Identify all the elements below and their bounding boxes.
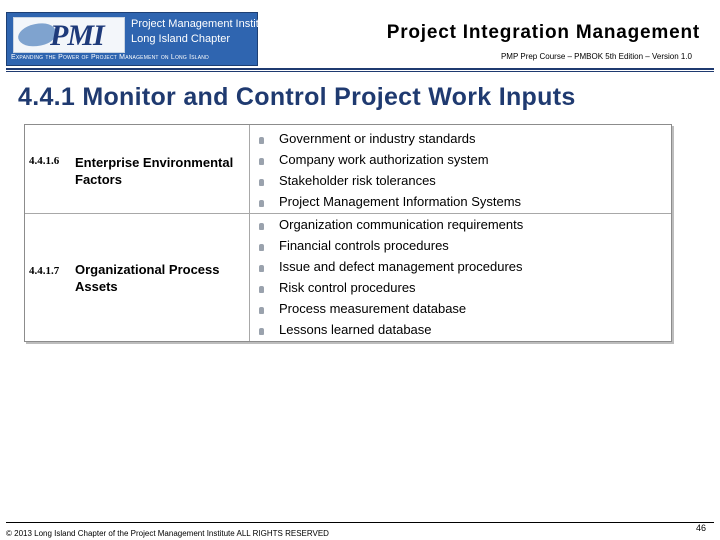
list-item [255, 170, 521, 191]
bullet-icon [259, 179, 264, 186]
footer-copyright: © 2013 Long Island Chapter of the Project Management Institute ALL RIGHTS RESERVED [6, 529, 329, 538]
list-item-text: Organization communication requirements [279, 217, 524, 232]
inputs-table [24, 124, 672, 342]
list-item [255, 256, 523, 277]
document-subtitle: PMP Prep Course – PMBOK 5th Edition – Version 1.0 [500, 52, 692, 61]
list-item [255, 277, 523, 298]
table-row-opa [25, 214, 671, 341]
header-divider [6, 68, 714, 70]
list-item-text: Process measurement database [279, 301, 467, 316]
list-item-text: Company work authorization system [279, 152, 489, 167]
list-item [255, 214, 523, 235]
table-row-eef [25, 125, 671, 214]
list-item-text: Project Management Information Systems [279, 194, 522, 209]
footer-divider [6, 522, 714, 523]
list-item [255, 298, 523, 319]
bullet-icon [259, 158, 264, 165]
section-cell [25, 214, 249, 341]
list-item-text: Stakeholder risk tolerances [279, 173, 436, 188]
bullet-icon [259, 137, 264, 144]
logo-chapter-name: Long Island Chapter [131, 33, 231, 45]
header-divider-thin [6, 71, 714, 72]
bullet-icon [259, 223, 264, 230]
list-item-text: Risk control procedures [279, 280, 416, 295]
section-number: 4.4.1.7 [29, 265, 60, 277]
list-item [255, 319, 523, 340]
list-item-text: Financial controls procedures [279, 238, 449, 253]
section-number: 4.4.1.6 [29, 155, 60, 167]
logo-letters: PMI [50, 19, 104, 52]
page-number: 46 [695, 523, 706, 533]
section-title: Organizational Process Assets [75, 262, 220, 294]
pmi-logo-mark [13, 17, 125, 53]
bullet-icon [259, 307, 264, 314]
document-title: Project Integration Management [386, 22, 700, 43]
section-cell [25, 125, 249, 213]
logo-org-name: Project Management Institute [131, 18, 275, 30]
items-cell [255, 214, 671, 341]
bullet-icon [259, 265, 264, 272]
list-item [255, 149, 521, 170]
list-item-text: Lessons learned database [279, 322, 432, 337]
bullet-icon [259, 328, 264, 335]
slide-heading: 4.4.1 Monitor and Control Project Work Inputs [18, 83, 576, 111]
pmi-logo [6, 12, 275, 66]
list-item [255, 128, 521, 149]
list-item [255, 235, 523, 256]
list-item-text: Issue and defect management procedures [279, 259, 523, 274]
items-list [255, 128, 521, 212]
bullet-icon [259, 286, 264, 293]
section-title: Enterprise Environmental Factors [75, 155, 234, 187]
logo-tagline: Expanding the Power of Project Management on Long Island [11, 54, 209, 61]
list-item-text: Government or industry standards [279, 131, 476, 146]
bullet-icon [259, 244, 264, 251]
items-cell [255, 125, 671, 213]
list-item [255, 191, 521, 212]
items-list [255, 214, 523, 340]
bullet-icon [259, 200, 264, 207]
